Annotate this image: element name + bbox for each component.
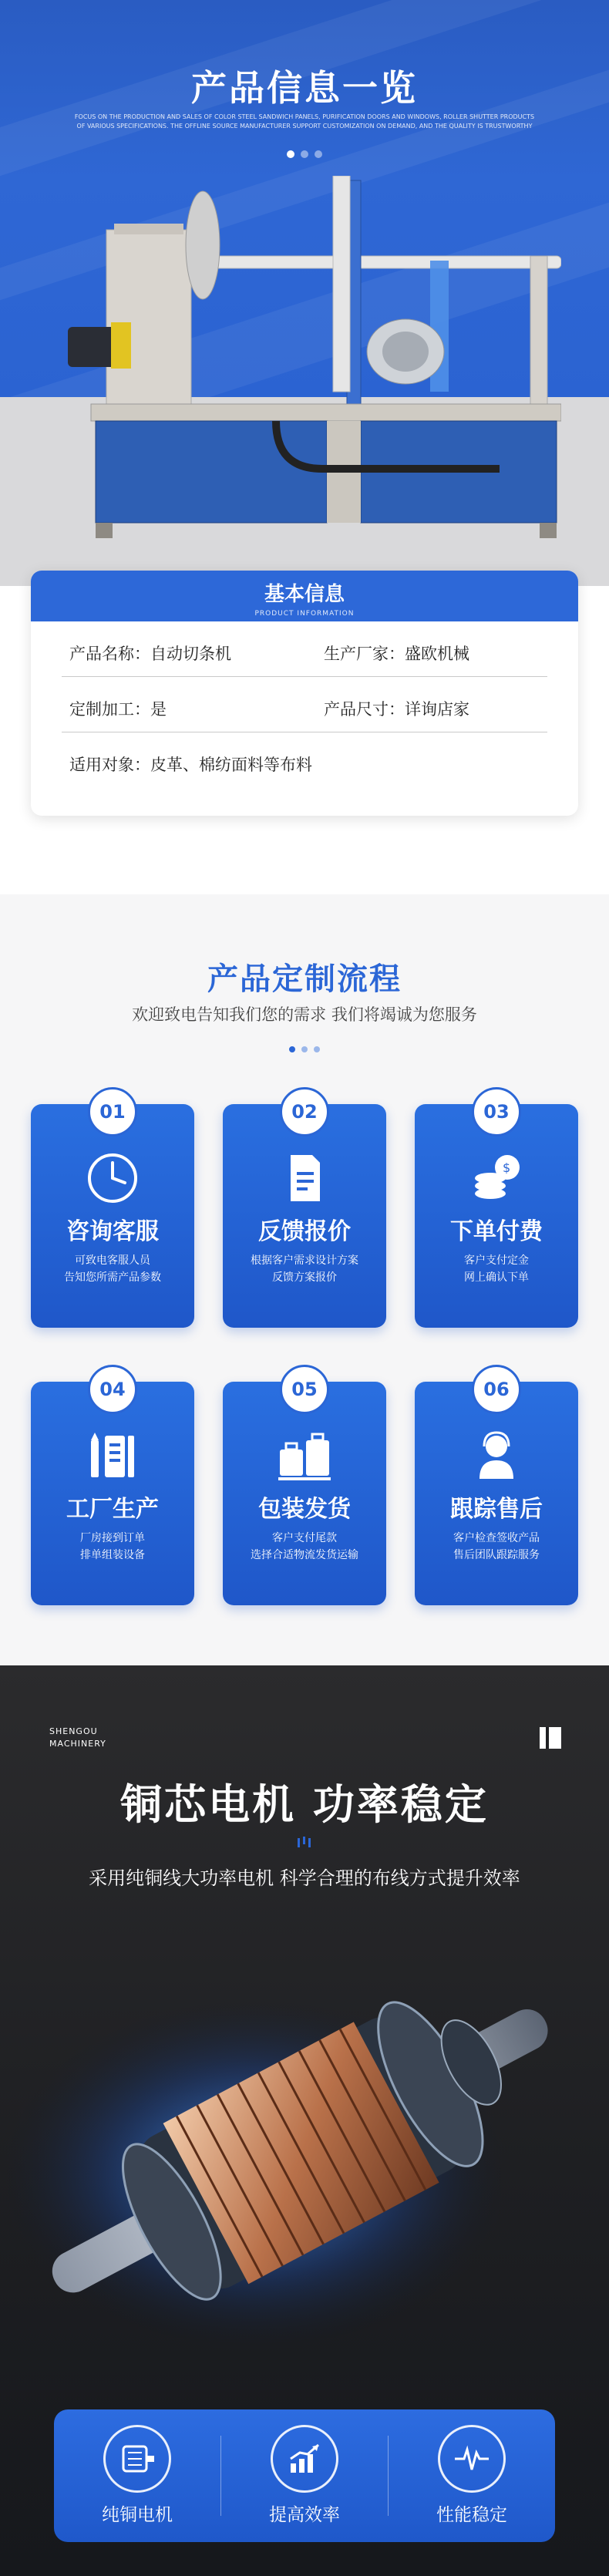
cutting-machine-image bbox=[68, 176, 561, 546]
step-number: 02 bbox=[280, 1087, 329, 1136]
step-desc-1: 根据客户需求设计方案 bbox=[251, 1254, 358, 1267]
step-desc-1: 厂房接到订单 bbox=[80, 1532, 145, 1544]
info-row bbox=[62, 732, 547, 788]
step-name: 下单付费 bbox=[450, 1218, 543, 1245]
info-manufacturer: 生产厂家：盛欧机械 bbox=[324, 645, 469, 663]
step-desc-1: 可致电客服人员 bbox=[75, 1254, 150, 1267]
step-desc-2: 排单组装设备 bbox=[80, 1549, 145, 1561]
brand-logo-icon bbox=[540, 1727, 561, 1749]
hero-carousel-dots[interactable] bbox=[0, 146, 609, 161]
step-desc-1: 客户检查签收产品 bbox=[453, 1532, 540, 1544]
step-desc-2: 告知您所需产品参数 bbox=[64, 1271, 161, 1284]
motor-subtitle: 采用纯铜线大功率电机 科学合理的布线方式提升效率 bbox=[89, 1867, 520, 1889]
document-icon bbox=[277, 1150, 332, 1206]
product-hero bbox=[0, 0, 609, 586]
process-title: 产品定制流程 bbox=[207, 961, 402, 997]
step-desc-2: 网上确认下单 bbox=[464, 1271, 529, 1284]
basic-info-title: 基本信息 bbox=[264, 583, 345, 606]
feature-stability bbox=[389, 2409, 555, 2542]
info-row bbox=[62, 621, 547, 677]
motor-rotor-image bbox=[0, 1897, 609, 2406]
step-desc-2: 反馈方案报价 bbox=[272, 1271, 337, 1284]
step-number: 06 bbox=[472, 1365, 521, 1414]
step-number: 01 bbox=[88, 1087, 137, 1136]
info-row bbox=[62, 677, 547, 732]
step-desc-2: 售后团队跟踪服务 bbox=[453, 1549, 540, 1561]
luggage-icon bbox=[277, 1428, 332, 1483]
hero-title: 产品信息一览 bbox=[191, 67, 418, 109]
process-subtitle: 欢迎致电告知我们您的需求 我们将竭诚为您服务 bbox=[132, 1005, 477, 1024]
process-step-after-sales[interactable] bbox=[415, 1379, 578, 1605]
brand-name: SHENGOU MACHINERY bbox=[49, 1726, 106, 1749]
info-size: 产品尺寸：详询店家 bbox=[324, 700, 469, 719]
decorative-mark-icon bbox=[296, 1837, 313, 1849]
step-name: 咨询客服 bbox=[66, 1218, 159, 1245]
step-number: 05 bbox=[280, 1365, 329, 1414]
growth-chart-icon bbox=[286, 2442, 323, 2476]
process-step-consult[interactable] bbox=[31, 1101, 194, 1328]
step-name: 反馈报价 bbox=[258, 1218, 351, 1245]
basic-info-header bbox=[31, 571, 578, 621]
motor-title: 铜芯电机 功率稳定 bbox=[120, 1780, 489, 1829]
step-number: 04 bbox=[88, 1365, 137, 1414]
pulse-icon bbox=[453, 2442, 490, 2476]
step-number: 03 bbox=[472, 1087, 521, 1136]
feature-label: 纯铜电机 bbox=[102, 2505, 173, 2525]
process-step-shipping[interactable] bbox=[223, 1379, 386, 1605]
motor-icon bbox=[119, 2442, 156, 2476]
process-step-production[interactable] bbox=[31, 1379, 194, 1605]
process-step-quote[interactable] bbox=[223, 1101, 386, 1328]
feature-efficiency bbox=[221, 2409, 388, 2542]
support-agent-icon bbox=[469, 1428, 524, 1483]
basic-info-subtitle: PRODUCT INFORMATION bbox=[254, 610, 355, 618]
feature-copper-motor bbox=[54, 2409, 220, 2542]
process-step-payment[interactable] bbox=[415, 1101, 578, 1328]
step-name: 跟踪售后 bbox=[450, 1496, 543, 1523]
coins-icon bbox=[469, 1150, 524, 1206]
feature-label: 提高效率 bbox=[269, 2505, 340, 2525]
basic-info-card bbox=[31, 571, 578, 816]
tools-icon bbox=[85, 1428, 140, 1483]
step-desc-2: 选择合适物流发货运输 bbox=[251, 1549, 358, 1561]
info-applicable: 适用对象：皮革、棉纺面料等布料 bbox=[69, 756, 312, 774]
motor-feature-bar bbox=[54, 2409, 555, 2542]
step-desc-1: 客户支付定金 bbox=[464, 1254, 529, 1267]
step-desc-1: 客户支付尾款 bbox=[272, 1532, 337, 1544]
info-customization: 定制加工：是 bbox=[69, 700, 167, 719]
info-product-name: 产品名称：自动切条机 bbox=[69, 645, 231, 663]
svg-text:$: $ bbox=[503, 1160, 511, 1175]
copper-motor-section bbox=[0, 1665, 609, 2576]
step-name: 工厂生产 bbox=[66, 1496, 159, 1523]
hero-subtitle: FOCUS ON THE PRODUCTION AND SALES OF COLOR STEEL SANDWICH PANELS, PURIFICATION DOORS AND WINDOWS, ROLLER SHUTTER PRODUCTS OF VARIOUS SPECIFICATIONS. THE OFFLINE SOURCE MANUFACTURER SUPPORT CUSTOMIZATION ON DEMAND, AND THE QUALITY IS TRUSTWORTHY bbox=[74, 113, 535, 130]
step-name: 包装发货 bbox=[258, 1496, 351, 1523]
process-dots bbox=[0, 1041, 609, 1056]
feature-label: 性能稳定 bbox=[436, 2505, 507, 2525]
customization-process bbox=[0, 894, 609, 1665]
clock-icon bbox=[85, 1150, 140, 1206]
